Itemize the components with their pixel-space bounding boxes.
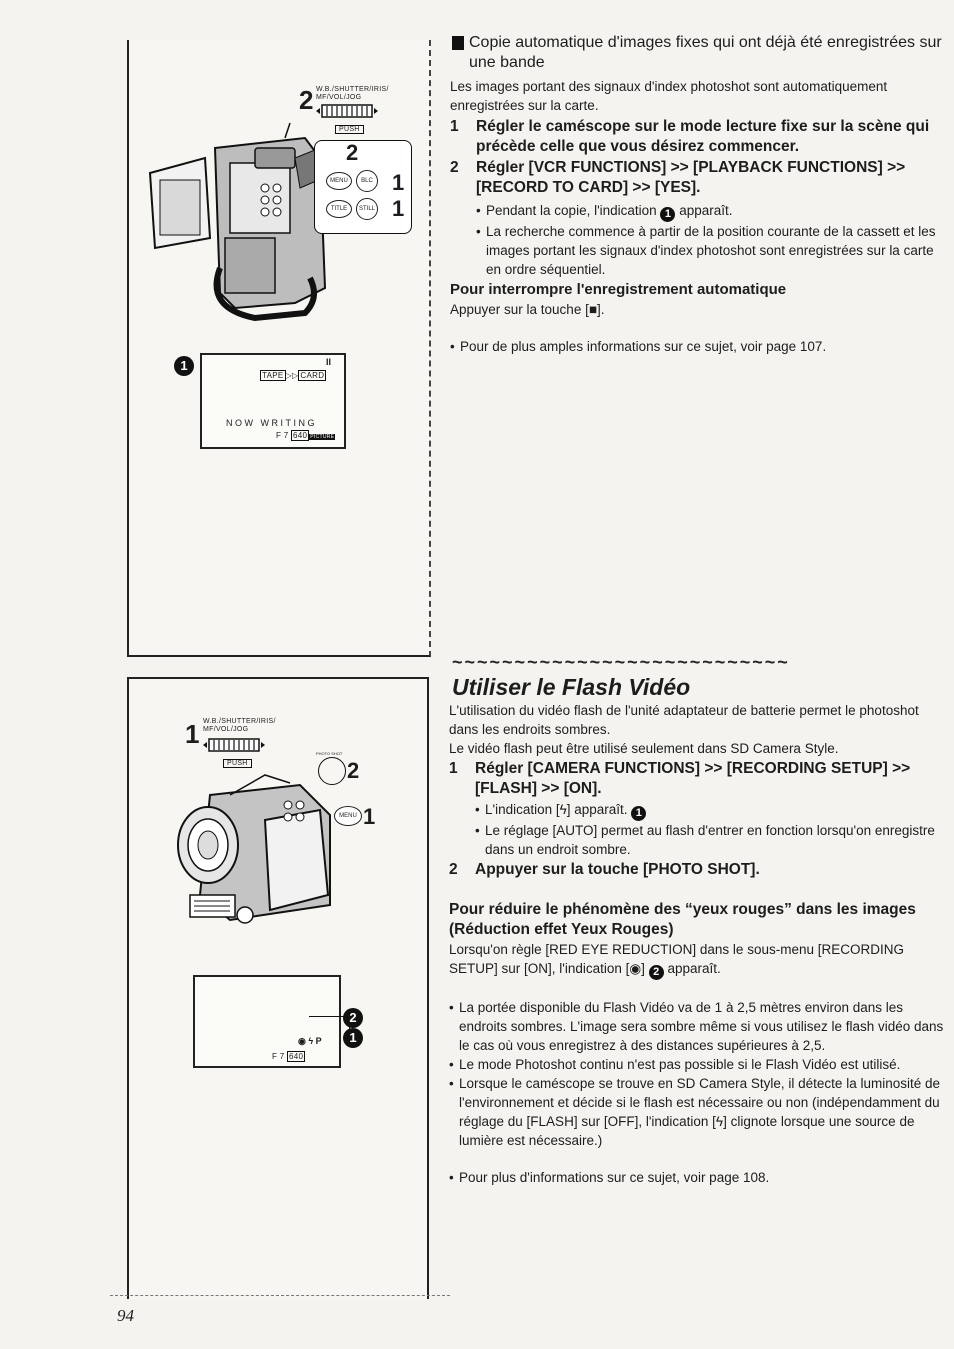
note1: • La portée disponible du Flash Vidéo va de 1 à 2,5 mètres environ dans les endroits sombres. L'image sera sombre même si vous utilisez le flash vidéo dans le cas où vous enregistrez à des distances supérieures à 2,5.	[449, 1000, 944, 1053]
lcd-pause-indicator: II	[326, 357, 332, 367]
section1-title	[450, 33, 942, 73]
section1-step2-num: 2	[450, 159, 459, 176]
blc-button[interactable]: BLC	[356, 170, 378, 192]
redeye-text-post: apparaît.	[667, 961, 721, 976]
lcd-quality-indicator	[276, 431, 335, 440]
camcorder-illustration-bottom	[170, 765, 350, 935]
redeye-text-pre: Lorsqu'on règle [RED EYE REDUCTION] dans le sous-menu [RECORDING SETUP] sur [ON], l'indication [◉]	[449, 942, 904, 976]
inset-step1b-label: 1	[392, 196, 405, 221]
section2-title: Utiliser le Flash Vidéo	[452, 674, 691, 700]
inset-step1a-label: 1	[392, 170, 405, 195]
lcd-top-marker: 1	[174, 355, 194, 376]
section1-step1-num: 1	[450, 118, 459, 135]
dial-wheel-icon-bottom	[203, 738, 265, 752]
page-number: 94	[117, 1306, 134, 1325]
redeye-marker: 2	[649, 965, 664, 980]
lcd-arrows: ▷▷	[285, 371, 299, 380]
section1-bullet1: • Pendant la copie, l'indication 1 apparaît.	[476, 203, 733, 220]
section2-bullet1: • L'indication [ϟ] apparaît. 1	[475, 800, 944, 821]
lcd-bottom-f7: F 7	[272, 1052, 285, 1061]
figure-bottom-right-edge	[427, 677, 429, 1299]
fig-bottom-dial-label: W.B./SHUTTER/IRIS/ MF/VOL/JOG	[203, 718, 276, 733]
tilde-divider: ~~~~~~~~~~~~~~~~~~~~~~~~~~~	[452, 652, 790, 672]
inset-step2-label: 2	[346, 140, 359, 165]
section-auto-copy	[450, 33, 942, 356]
fig-bottom-menu-step: 1	[363, 804, 376, 829]
redeye-text	[449, 940, 944, 980]
section1-step2-text: Régler [VCR FUNCTIONS] >> [PLAYBACK FUNCTIONS] >> [RECORD TO CARD] >> [YES].	[476, 159, 906, 196]
section2-more-info-text: Pour plus d'informations sur ce sujet, voir page 108.	[459, 1170, 770, 1185]
note2: • Le mode Photoshot continu n'est pas possible si le Flash Vidéo est utilisé.	[449, 1057, 901, 1072]
section1-step1	[450, 117, 942, 157]
lcd-bottom-640: 640	[289, 1052, 304, 1061]
fig-top-dial-label: W.B./SHUTTER/IRIS/ MF/VOL/JOG	[316, 86, 389, 101]
section2-bullet1-pre: L'indication [ϟ] apparaît.	[485, 802, 628, 817]
section2-step1-text: Régler [CAMERA FUNCTIONS] >> [RECORDING SETUP] >> [FLASH] >> [ON].	[475, 760, 911, 797]
section1-intro: Les images portant des signaux d'index photoshot sont automatiquement enregistrées sur la carte.	[450, 79, 888, 113]
menu-button[interactable]: MENU	[326, 172, 352, 190]
note1-text: La portée disponible du Flash Vidéo va de 1 à 2,5 mètres environ dans les endroits sombres. L'image sera sombre même si vous utilisez le flash vidéo dans le cas où vous enregistrez à des distances supérieures à 2,5.	[459, 1000, 944, 1053]
section2-step1	[449, 759, 944, 799]
photo-shot-label: PHOTO SHOT	[316, 751, 343, 756]
section1-bullet1-pre: Pendant la copie, l'indication	[486, 203, 657, 218]
section1-more-info-text: Pour de plus amples informations sur ce sujet, voir page 107.	[460, 339, 827, 354]
note3: • Lorsque le caméscope se trouve en SD Camera Style, il détecte la luminosité de l'environnement et décide si le flash est nécessaire ou non (indépendamment du réglage du [FLASH] sur [OFF], l'indication [ϟ] clignote lorsque une source de lumière est nécessaire.)	[449, 1074, 944, 1150]
section1-bullet1-post: apparaît.	[679, 203, 733, 218]
note3-text: Lorsque le caméscope se trouve en SD Camera Style, il détecte la luminosité de l'environnement et décide si le flash est nécessaire ou non (indépendamment du réglage du [FLASH] sur [OFF], l'indication [ϟ] clignote lorsque une source de lumière est nécessaire.)	[459, 1076, 940, 1148]
section1-title-text: Copie automatique d'images fixes qui ont déjà été enregistrées sur une bande	[469, 34, 942, 71]
menu-button-bottom[interactable]: MENU	[334, 806, 362, 826]
redeye-heading: Pour réduire le phénomène des “yeux rouges” dans les images (Réduction effet Yeux Rouges)	[449, 901, 916, 938]
lcd-bottom-quality	[272, 1052, 305, 1061]
section1-more-info: • Pour de plus amples informations sur ce sujet, voir page 107.	[450, 339, 827, 354]
section-flash-video	[449, 701, 944, 1187]
section1-bullet2-text: La recherche commence à partir de la position courante de la cassett et les images portant les signaux d'index photoshot sont enregistrées sur la carte en ordre séquentiel.	[486, 224, 936, 277]
lcd-640: 640	[293, 431, 308, 440]
lcd-now-writing: NOW WRITING	[226, 418, 317, 428]
fig-bottom-step1-label: 1	[185, 719, 200, 749]
section-square-icon	[452, 36, 464, 50]
lcd-bottom-marker2: 2	[343, 1007, 363, 1028]
section1-bullet2: • La recherche commence à partir de la position courante de la cassett et les images portant les signaux d'index photoshot sont enregistrées sur la carte en ordre séquentiel.	[476, 222, 942, 279]
section2-intro1: L'utilisation du vidéo flash de l'unité adaptateur de batterie permet le photoshot dans les endroits sombres.	[449, 703, 919, 737]
section2-step2-text: Appuyer sur la touche [PHOTO SHOT].	[475, 861, 760, 878]
section2-intro2: Le vidéo flash peut être utilisé seulement dans SD Camera Style.	[449, 741, 839, 756]
lcd-flash-redeye-icons: ◉ ϟ P	[298, 1036, 322, 1046]
section1-step1-text: Régler le caméscope sur le mode lecture fixe sur la scène qui précède celle que vous désirez commencer.	[476, 118, 930, 155]
fig-top-push-label: PUSH	[335, 125, 364, 134]
lcd-tape: TAPE	[262, 371, 284, 380]
title-button[interactable]: TITLE	[326, 200, 352, 218]
fig-top-step2-label: 2	[299, 85, 314, 115]
section1-step2	[450, 158, 942, 198]
section1-bullet1-marker: 1	[660, 207, 675, 222]
lcd-bottom-marker1: 1	[343, 1027, 363, 1048]
section1-subtext: Appuyer sur la touche [■].	[450, 302, 605, 317]
fig-bottom-push-label: PUSH	[223, 759, 252, 768]
section1-subheading: Pour interrompre l'enregistrement automatique	[450, 281, 787, 298]
note2-text: Le mode Photoshot continu n'est pas possible si le Flash Vidéo est utilisé.	[459, 1057, 901, 1072]
bottom-rule	[110, 1295, 450, 1296]
section2-step1-num: 1	[449, 760, 458, 777]
section2-step2	[449, 860, 944, 880]
section2-bullet2-text: Le réglage [AUTO] permet au flash d'entrer en fonction lorsqu'on enregistre dans un endroit sombre.	[485, 823, 935, 857]
lcd-tape-card-indicator	[260, 371, 326, 380]
still-button[interactable]: STILL	[356, 198, 378, 220]
fig-bottom-step2-label: 2	[347, 758, 360, 783]
section2-more-info: • Pour plus d'informations sur ce sujet, voir page 108.	[449, 1170, 770, 1185]
lcd-card: CARD	[300, 371, 325, 380]
lcd-picture: PICTURE	[310, 434, 335, 440]
section2-bullet2: • Le réglage [AUTO] permet au flash d'entrer en fonction lorsqu'on enregistre dans un endroit sombre.	[475, 821, 944, 859]
dial-wheel-icon	[316, 104, 378, 118]
section2-bullet1-marker: 1	[631, 806, 646, 821]
lcd-f7: F 7	[276, 431, 289, 440]
section2-step2-num: 2	[449, 861, 458, 878]
